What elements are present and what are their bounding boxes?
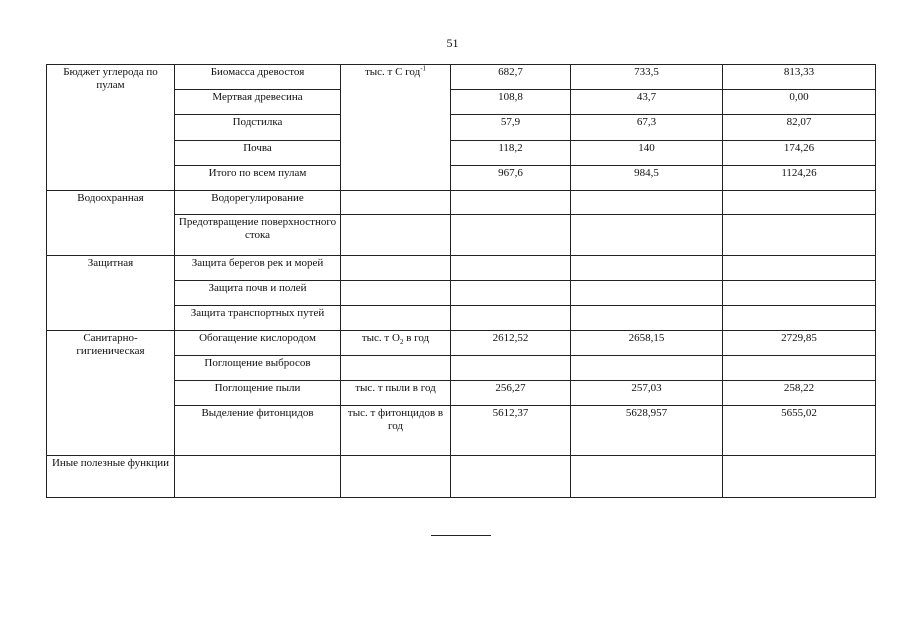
indicator-cell: Предотвращение поверхностного стока — [175, 215, 341, 255]
value-cell — [451, 255, 571, 280]
value-cell — [571, 191, 723, 215]
value-cell: 118,2 — [451, 140, 571, 165]
indicator-cell: Обогащение кислородом — [175, 331, 341, 355]
value-cell: 1124,26 — [723, 165, 876, 190]
unit-cell: тыс. т фитонцидов в год — [341, 405, 451, 455]
value-cell: 2729,85 — [723, 331, 876, 355]
functions-table — [46, 64, 876, 498]
unit-cell — [341, 306, 451, 331]
value-cell: 682,7 — [451, 65, 571, 90]
page-number: 51 — [446, 36, 459, 50]
unit-cell — [341, 215, 451, 255]
group-cell: Иные полезные функции — [47, 456, 175, 498]
unit-cell — [341, 255, 451, 280]
value-cell — [723, 255, 876, 280]
group-cell: Санитарно-гигиеническая — [47, 331, 175, 456]
indicator-cell: Мертвая древесина — [175, 90, 341, 115]
value-cell: 733,5 — [571, 65, 723, 90]
indicator-cell: Защита почв и полей — [175, 280, 341, 305]
footnote-divider — [431, 535, 491, 536]
indicator-cell: Итого по всем пулам — [175, 165, 341, 190]
table-row — [47, 331, 876, 355]
value-cell: 5628,957 — [571, 405, 723, 455]
indicator-cell: Защита берегов рек и морей — [175, 255, 341, 280]
value-cell: 57,9 — [451, 115, 571, 140]
value-cell: 256,27 — [451, 380, 571, 405]
value-cell — [451, 456, 571, 498]
value-cell — [451, 280, 571, 305]
value-cell: 257,03 — [571, 380, 723, 405]
value-cell — [571, 215, 723, 255]
value-cell: 967,6 — [451, 165, 571, 190]
value-cell: 258,22 — [723, 380, 876, 405]
indicator-cell — [175, 456, 341, 498]
value-cell — [723, 355, 876, 380]
table-row — [47, 191, 876, 215]
value-cell: 5612,37 — [451, 405, 571, 455]
value-cell: 2612,52 — [451, 331, 571, 355]
value-cell: 984,5 — [571, 165, 723, 190]
indicator-cell: Выделение фитонцидов — [175, 405, 341, 455]
value-cell — [571, 255, 723, 280]
table-row — [47, 255, 876, 280]
value-cell: 43,7 — [571, 90, 723, 115]
value-cell — [451, 306, 571, 331]
unit-cell — [341, 355, 451, 380]
table-row — [47, 65, 876, 90]
unit-cell: тыс. т пыли в год — [341, 380, 451, 405]
unit-cell: тыс. т $О_2$ в год — [341, 331, 451, 355]
value-cell: 140 — [571, 140, 723, 165]
value-cell — [451, 355, 571, 380]
unit-cell — [341, 456, 451, 498]
value-cell — [451, 215, 571, 255]
value-cell — [571, 355, 723, 380]
value-cell: 0,00 — [723, 90, 876, 115]
value-cell — [571, 280, 723, 305]
value-cell — [723, 306, 876, 331]
value-cell: 174,26 — [723, 140, 876, 165]
unit-cell — [341, 191, 451, 215]
value-cell — [723, 456, 876, 498]
value-cell: 67,3 — [571, 115, 723, 140]
indicator-cell: Поглощение выбросов — [175, 355, 341, 380]
indicator-cell: Защита транспортных путей — [175, 306, 341, 331]
indicator-cell: Биомасса древостоя — [175, 65, 341, 90]
group-cell: Бюджет углерода по пулам — [47, 65, 175, 191]
value-cell — [571, 306, 723, 331]
indicator-cell: Почва — [175, 140, 341, 165]
value-cell: 82,07 — [723, 115, 876, 140]
value-cell — [723, 191, 876, 215]
value-cell — [723, 215, 876, 255]
value-cell: 2658,15 — [571, 331, 723, 355]
unit-cell — [341, 280, 451, 305]
value-cell: 813,33 — [723, 65, 876, 90]
value-cell — [723, 280, 876, 305]
value-cell: 5655,02 — [723, 405, 876, 455]
indicator-cell: Поглощение пыли — [175, 380, 341, 405]
value-cell: 108,8 — [451, 90, 571, 115]
group-cell: Защитная — [47, 255, 175, 331]
indicator-cell: Подстилка — [175, 115, 341, 140]
indicator-cell: Водорегулирование — [175, 191, 341, 215]
table-row — [47, 456, 876, 498]
unit-cell: тыс. т С год$^{-1}$ — [341, 65, 451, 191]
value-cell — [571, 456, 723, 498]
group-cell: Водоохранная — [47, 191, 175, 256]
value-cell — [451, 191, 571, 215]
